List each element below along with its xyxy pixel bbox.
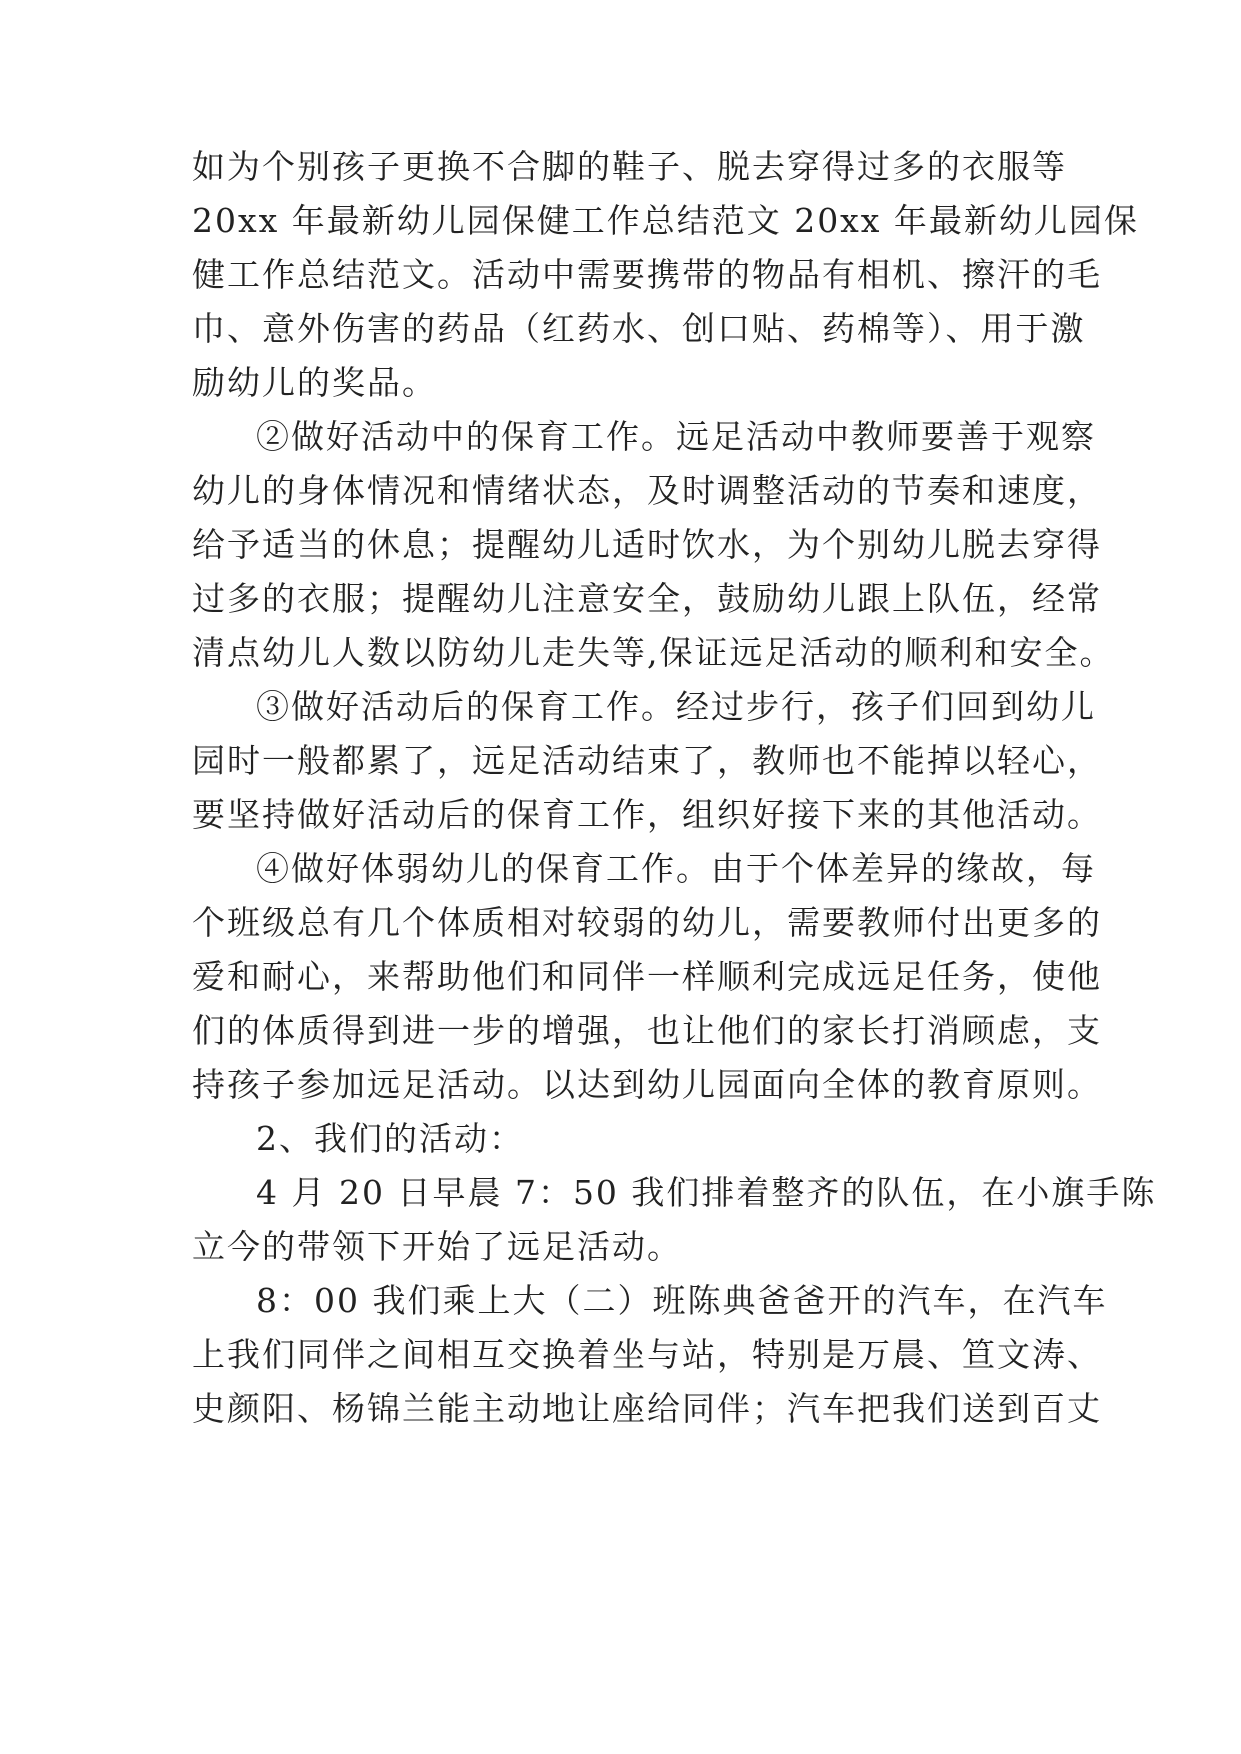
text-line: 20xx 年最新幼儿园保健工作总结范文 20xx 年最新幼儿园保 [192, 201, 1139, 240]
paragraph-first-line: 8：00 我们乘上大（二）班陈典爸爸开的汽车，在汽车 [256, 1281, 1108, 1320]
text-line: 上我们同伴之间相互交换着坐与站，特别是万晨、笪文涛、 [192, 1335, 1102, 1374]
text-line: 要坚持做好活动后的保育工作，组织好接下来的其他活动。 [192, 795, 1102, 834]
paragraph-first-line: ②做好活动中的保育工作。远足活动中教师要善于观察 [256, 417, 1096, 456]
text-line: 清点幼儿人数以防幼儿走失等,保证远足活动的顺利和安全。 [192, 633, 1115, 672]
text-line: 健工作总结范文。活动中需要携带的物品有相机、擦汗的毛 [192, 255, 1102, 294]
text-line: 个班级总有几个体质相对较弱的幼儿，需要教师付出更多的 [192, 903, 1102, 942]
text-line: 巾、意外伤害的药品（红药水、创口贴、药棉等）、用于激 [192, 309, 1086, 348]
text-line: 们的体质得到进一步的增强，也让他们的家长打消顾虑，支 [192, 1011, 1102, 1050]
text-line: 励幼儿的奖品。 [192, 363, 437, 402]
text-line: 幼儿的身体情况和情绪状态，及时调整活动的节奏和速度， [192, 471, 1102, 510]
text-line: 园时一般都累了，远足活动结束了，教师也不能掉以轻心， [192, 741, 1102, 780]
section-heading: 2、我们的活动： [256, 1119, 524, 1158]
paragraph-first-line: 4 月 20 日早晨 7：50 我们排着整齐的队伍，在小旗手陈 [256, 1173, 1157, 1212]
text-line: 立今的带领下开始了远足活动。 [192, 1227, 682, 1266]
text-line: 给予适当的休息；提醒幼儿适时饮水，为个别幼儿脱去穿得 [192, 525, 1102, 564]
text-line: 持孩子参加远足活动。以达到幼儿园面向全体的教育原则。 [192, 1065, 1102, 1104]
text-line: 史颜阳、杨锦兰能主动地让座给同伴；汽车把我们送到百丈 [192, 1389, 1102, 1428]
text-line: 爱和耐心，来帮助他们和同伴一样顺利完成远足任务，使他 [192, 957, 1102, 996]
paragraph-first-line: ④做好体弱幼儿的保育工作。由于个体差异的缘故，每 [256, 849, 1096, 888]
paragraph-first-line: ③做好活动后的保育工作。经过步行，孩子们回到幼儿 [256, 687, 1096, 726]
text-line: 过多的衣服；提醒幼儿注意安全，鼓励幼儿跟上队伍，经常 [192, 579, 1102, 618]
text-line: 如为个别孩子更换不合脚的鞋子、脱去穿得过多的衣服等 [192, 147, 1067, 186]
